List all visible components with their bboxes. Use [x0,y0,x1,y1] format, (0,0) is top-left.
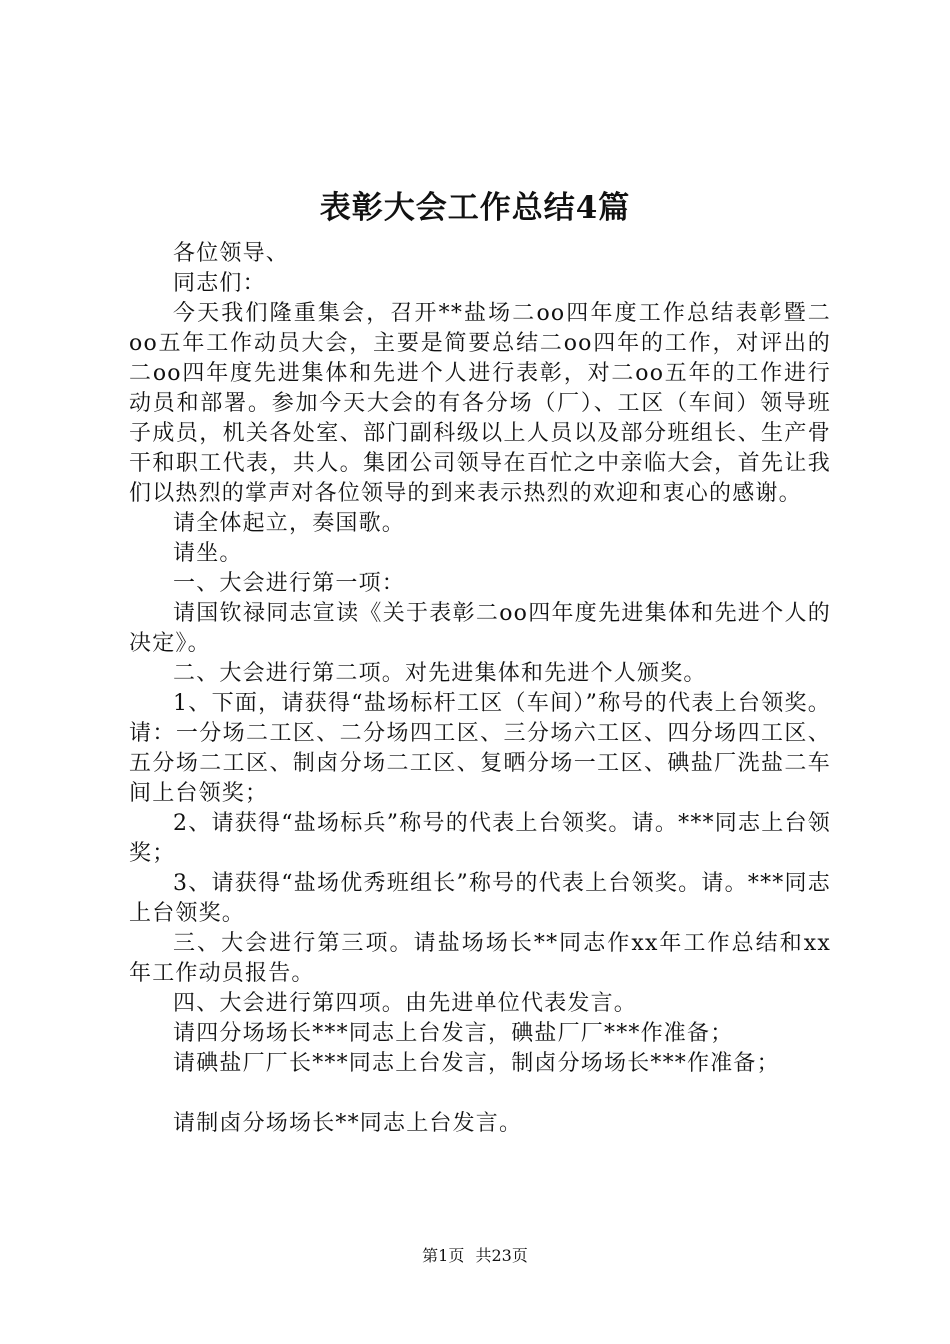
page-footer [0,1245,950,1267]
paragraph-salutation-leaders: 各位领导、 [173,241,290,266]
paragraph-anthem: 请全体起立，奏国歌。 [173,511,406,536]
paragraph-award-benchmark: 1、下面，请获得“盐场标杆工区（车间）”称号的代表上台领奖。请：一分场二工区、二分场四工区、三分场六工区、四分场四工区、五分场二工区、制卤分场二工区、复晒分场一工区、碘盐厂洗盐二车间上台领奖； [129,691,831,806]
paragraph-item-four: 四、大会进行第四项。由先进单位代表发言。 [173,991,638,1016]
paragraph-speech-two: 请碘盐厂厂长***同志上台发言，制卤分场场长***作准备； [173,1051,780,1076]
document-title: 表彰大会工作总结4篇 [319,190,631,226]
paragraph-opening: 今天我们隆重集会，召开**盐场二oo四年度工作总结表彰暨二oo五年工作动员大会，主要是简要总结二oo四年的工作，对评出的二oo四年度先进集体和先进个人进行表彰，对二oo五年的工作进行动员和部署。参加今天大会的有各分场（厂）、工区（车间）领导班子成员，机关各处室、部门副科级以上人员以及部分班组长、生产骨干和职工代表，共人。集团公司领导在百忙之中亲临大会，首先让我们以热烈的掌声对各位领导的到来表示热烈的欢迎和衷心的感谢。 [129,301,831,506]
page-total: 共23页 [475,1246,528,1265]
document-body [129,239,831,1139]
paragraph-sit: 请坐。 [173,541,243,566]
paragraph-item-one: 一、大会进行第一项： [173,571,406,596]
paragraph-decision-reading: 请国钦禄同志宣读《关于表彰二oo四年度先进集体和先进个人的决定》。 [129,601,831,656]
paragraph-item-three: 三、大会进行第三项。请盐场场长**同志作xx年工作总结和xx年工作动员报告。 [129,931,831,986]
paragraph-award-model: 2、请获得“盐场标兵”称号的代表上台领奖。请。***同志上台领奖； [129,811,831,866]
page-number: 第1页 [422,1246,465,1265]
paragraph-item-two: 二、大会进行第二项。对先进集体和先进个人颁奖。 [173,661,707,686]
paragraph-speech-one: 请四分场场长***同志上台发言，碘盐厂厂***作准备； [173,1021,734,1046]
paragraph-award-team-leader: 3、请获得“盐场优秀班组长”称号的代表上台领奖。请。***同志上台领奖。 [129,871,831,926]
paragraph-salutation-comrades: 同志们： [173,271,266,296]
paragraph-speech-three: 请制卤分场场长**同志上台发言。 [173,1111,523,1136]
